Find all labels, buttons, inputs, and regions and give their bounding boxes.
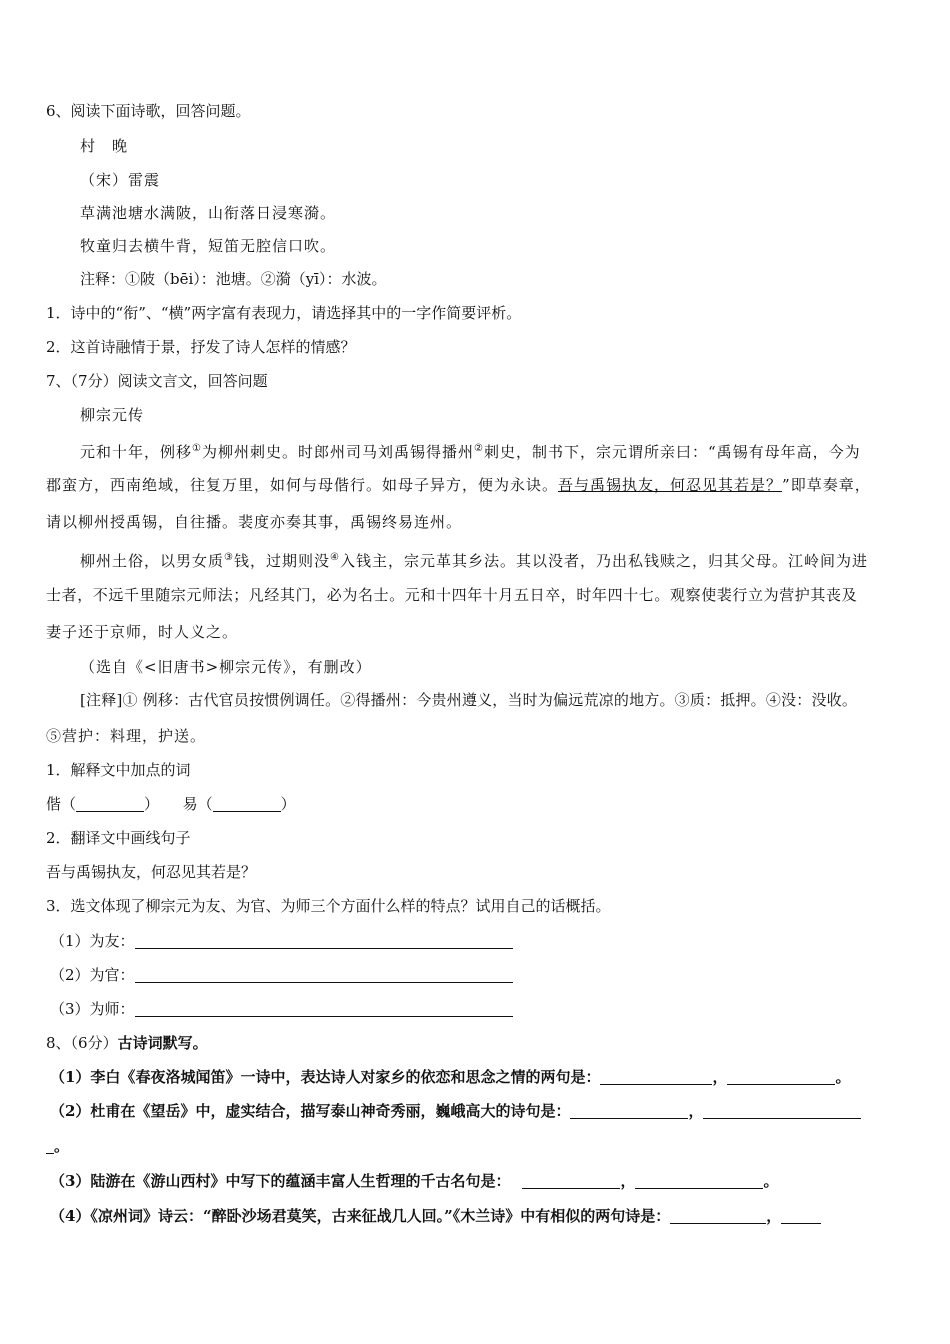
q8-item2-end: 。 [46, 1136, 910, 1156]
answer-blank-8-1b[interactable] [727, 1069, 835, 1085]
q7-sub1-blanks: 偕（ ） 易（ ） [46, 795, 296, 813]
answer-blank-xie[interactable] [76, 796, 144, 812]
q7-p2-line2: 士者，不远千里随宗元师法；凡经其门，必为名士。元和十四年十月五日卒，时年四十七。观察使裴行立为营护其丧及 [46, 586, 858, 604]
q6-header: 6、阅读下面诗歌，回答问题。 [46, 102, 251, 120]
q6-sub1: 1．诗中的“衔”、“横”两字富有表现力，请选择其中的一字作简要评析。 [46, 304, 522, 322]
answer-line-official[interactable] [135, 967, 513, 983]
answer-line-teacher[interactable] [135, 1001, 513, 1017]
q6-sub2: 2．这首诗融情于景，抒发了诗人怎样的情感？ [46, 338, 356, 356]
answer-blank-yi[interactable] [213, 796, 281, 812]
answer-blank-8-1a[interactable] [600, 1069, 712, 1085]
answer-blank-8-3a[interactable] [522, 1173, 620, 1189]
q7-notes-line1: [注释]① 例移：古代官员按惯例调任。②得播州：今贵州遵义，当时为偏远荒凉的地方。③质：抵押。④没：没收。 [80, 691, 858, 709]
q7-notes-line2: ⑤营护：料理，护送。 [46, 727, 207, 745]
q6-poem-line1: 草满池塘水满陂，山衔落日浸寒漪。 [80, 204, 337, 222]
q7-sub3: 3．选文体现了柳宗元为友、为官、为师三个方面什么样的特点？试用自己的话概括。 [46, 897, 611, 915]
q7-p2-line3: 妻子还于京师，时人义之。 [46, 623, 239, 641]
answer-line-friend[interactable] [135, 933, 513, 949]
q7-p1-line2: 郡蛮方，西南绝域，往复万里，如何与母偕行。如母子异方，便为永诀。吾与禹锡执友，何忍见其若是？”即草奏章， [46, 476, 871, 494]
q6-poem-line2: 牧童归去横牛背，短笛无腔信口吹。 [80, 237, 337, 255]
answer-blank-8-2b[interactable] [703, 1103, 861, 1119]
q7-p2-line1: 柳州土俗，以男女质③钱，过期则没④入钱主，宗元革其乡法。其以没者，乃出私钱赎之，归其父母。江岭间为进 [80, 552, 868, 570]
q8-item3: （3）陆游在《游山西村》中写下的蕴涵丰富人生哲理的千古名句是： ， 。 [50, 1172, 779, 1190]
q7-item1: （1）为友： [50, 931, 910, 951]
q7-p1-line1: 元和十年，例移①为柳州刺史。时郎州司马刘禹锡得播州②刺史，制书下，宗元谓所亲曰：“禹锡有母年高，今为 [80, 443, 861, 461]
q6-note: 注释：①陂（bēi）：池塘。②漪（yī）：水波。 [80, 270, 387, 288]
q8-item2: （2）杜甫在《望岳》中，虚实结合，描写泰山神奇秀丽，巍峨高大的诗句是： ， [50, 1101, 910, 1121]
q7-item3: （3）为师： [50, 999, 910, 1019]
answer-blank-8-3b[interactable] [635, 1173, 763, 1189]
q7-sub1: 1．解释文中加点的词 [46, 761, 191, 779]
q7-source: （选自《<旧唐书>柳宗元传》，有删改） [80, 658, 372, 676]
q6-author: （宋）雷震 [80, 171, 161, 189]
q7-item2: （2）为官： [50, 965, 910, 985]
q8-item4: （4）《凉州词》诗云：“醉卧沙场君莫笑，古来征战几人回。”《木兰诗》中有相似的两句诗是： ， [50, 1206, 910, 1226]
q7-sub2: 2．翻译文中画线句子 [46, 829, 191, 847]
answer-blank-8-2a[interactable] [570, 1103, 688, 1119]
q7-p1-line3: 请以柳州授禹锡，自往播。裴度亦奏其事，禹锡终易连州。 [46, 513, 463, 531]
answer-blank-8-2c[interactable] [46, 1138, 54, 1154]
q8-header: 8、（6分）古诗词默写。 [46, 1034, 208, 1052]
q8-item1: （1）李白《春夜洛城闻笛》一诗中，表达诗人对家乡的依恋和思念之情的两句是： ， 。 [50, 1068, 851, 1086]
answer-blank-8-4a[interactable] [670, 1208, 766, 1224]
underlined-sentence: 吾与禹锡执友，何忍见其若是？ [558, 476, 783, 494]
q7-header: 7、（7分）阅读文言文，回答问题 [46, 372, 268, 390]
q7-sub2-text: 吾与禹锡执友，何忍见其若是？ [46, 863, 257, 881]
answer-blank-8-4b[interactable] [781, 1208, 821, 1224]
q7-title: 柳宗元传 [80, 406, 145, 424]
q6-poem-title: 村 晚 [80, 137, 129, 155]
